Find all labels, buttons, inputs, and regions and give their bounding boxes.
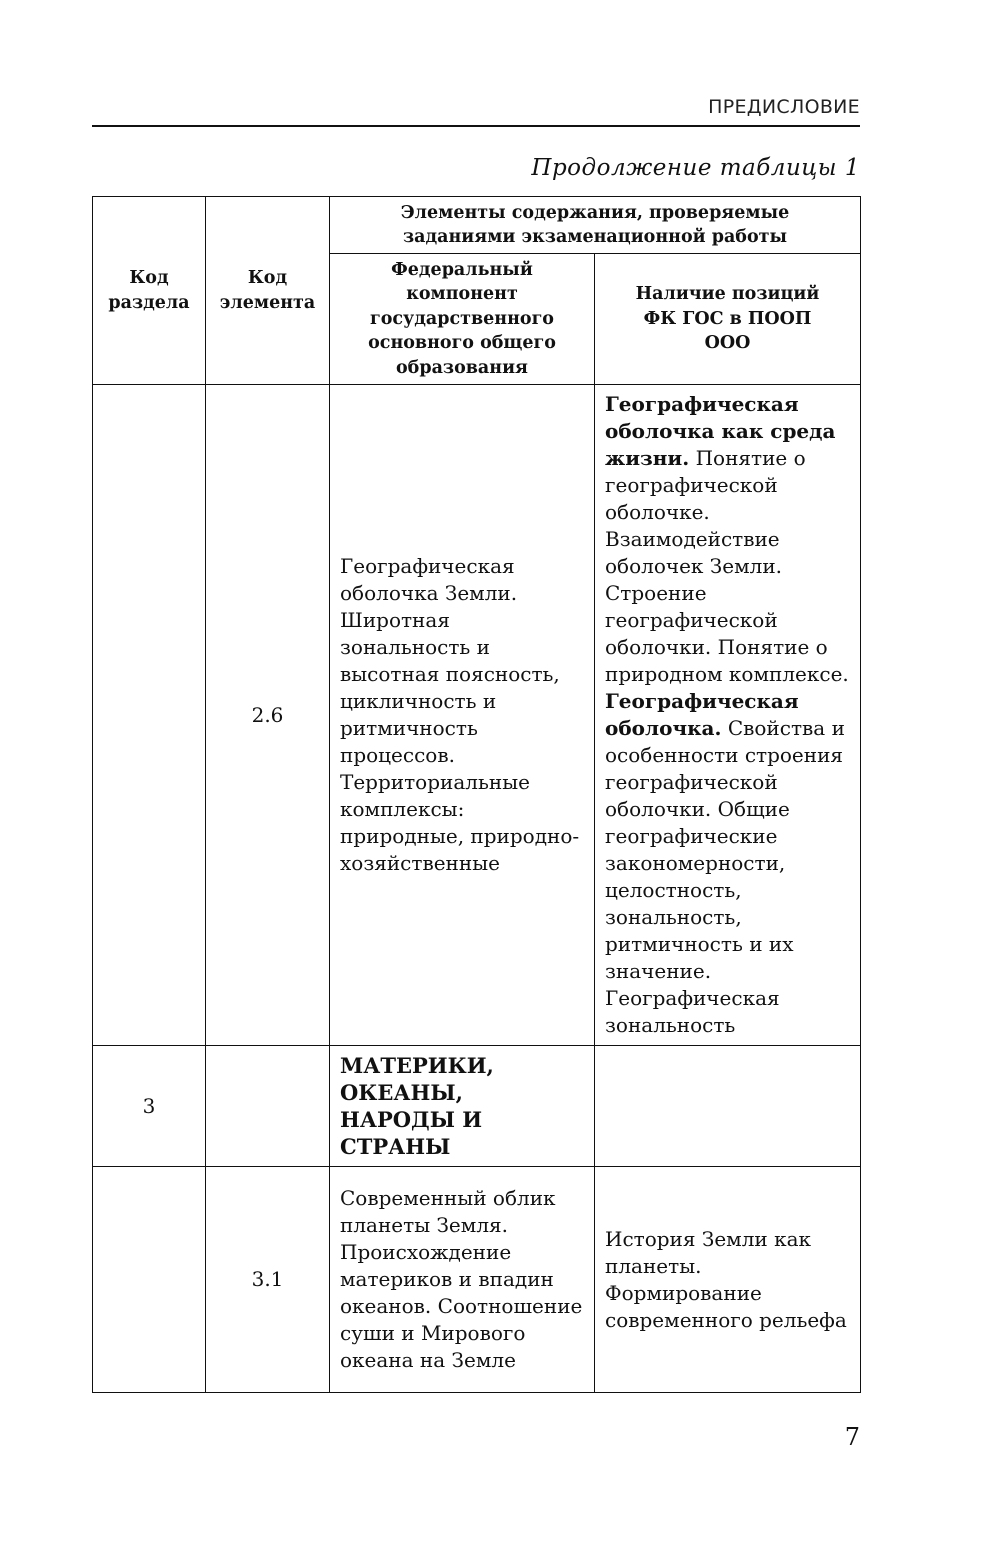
cell-section-title: МАТЕРИКИ, ОКЕАНЫ, НАРОДЫ И СТРАНЫ <box>330 1046 595 1167</box>
content-table <box>92 196 861 1393</box>
table-caption: Продолжение таблицы 1 <box>531 155 860 181</box>
page-number: 7 <box>844 1423 860 1451</box>
cell-section-code: 3 <box>93 1046 206 1167</box>
poop-text: Свойства и особенности строения географической оболочки. Общие географические закономерности, целостность, зональность, ритмичность и их значение. Географическая зональность <box>605 716 845 1037</box>
header-section-code: Код раздела <box>93 197 206 385</box>
cell-fk-gos: Современный облик планеты Земля. Происхождение материков и впадин океанов. Соотношение суши и Мирового океана на Земле <box>330 1167 595 1393</box>
header-rule <box>92 125 860 127</box>
header-fk-gos: Федеральный компонент государственного основного общего образования <box>330 254 595 385</box>
table-row <box>93 385 861 1046</box>
header-content-elements: Элементы содержания, проверяемые заданиями экзаменационной работы <box>330 197 861 254</box>
cell-fk-gos: Географическая оболочка Земли. Широтная зональность и высотная поясность, цикличность и ритмичность процессов. Территориальные комплексы: природные, природно-хозяйственные <box>330 385 595 1046</box>
cell-element-code: 2.6 <box>206 385 330 1046</box>
cell-poop <box>595 385 861 1046</box>
table-row <box>93 1046 861 1167</box>
cell-poop: История Земли как планеты. Формирование современного рельефа <box>595 1167 861 1393</box>
table-row <box>93 1167 861 1393</box>
cell-element-code <box>206 1046 330 1167</box>
cell-section-code <box>93 385 206 1046</box>
header-poop: Наличие позиций ФК ГОС в ПООП ООО <box>595 254 861 385</box>
cell-element-code: 3.1 <box>206 1167 330 1393</box>
poop-text: Понятие о географической оболочке. Взаимодействие оболочек Земли. Строение географической оболочки. Понятие о природном комплексе. <box>605 446 849 686</box>
running-head: ПРЕДИСЛОВИЕ <box>708 96 860 118</box>
poop-bold-term: Географическая оболочка. <box>605 689 799 740</box>
header-element-code: Код элемента <box>206 197 330 385</box>
poop-bold-term: Географическая оболочка как среда жизни. <box>605 392 836 470</box>
cell-section-code <box>93 1167 206 1393</box>
cell-poop <box>595 1046 861 1167</box>
